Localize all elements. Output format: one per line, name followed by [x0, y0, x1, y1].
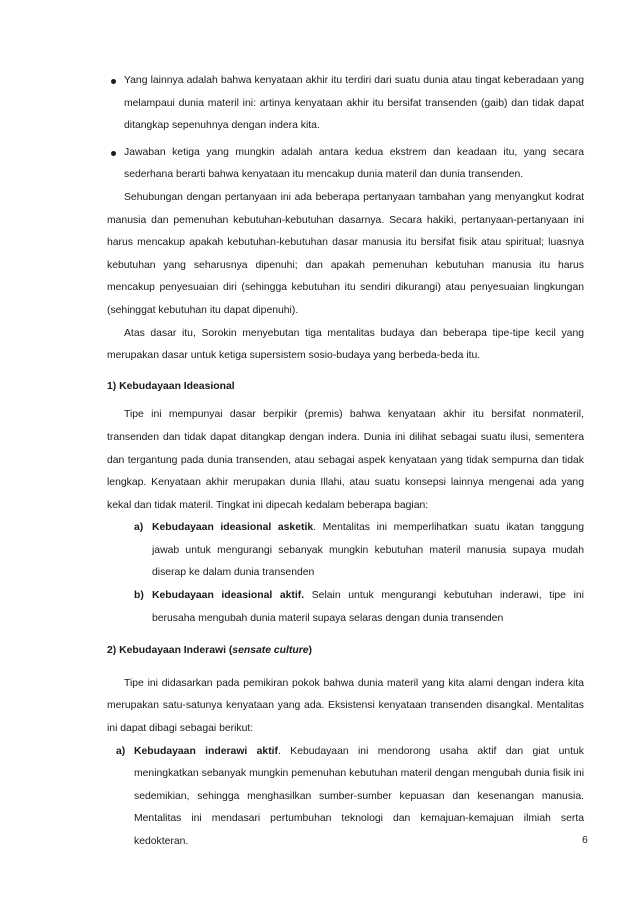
- bullet-item: Yang lainnya adalah bahwa kenyataan akhir itu terdiri dari suatu dunia atau tingat keberadaan yang melampaui dunia materil ini: artinya kenyataan akhir itu bersifat transenden (gaib) dan tidak dapat ditangkap sepenuhnya dengan indera kita.: [107, 70, 584, 138]
- bullet-dot-icon: [111, 79, 116, 84]
- list-item-term: Kebudayaan inderawi aktif: [134, 745, 279, 757]
- list-item-term: Kebudayaan ideasional asketik: [152, 522, 314, 534]
- page-number: 6: [582, 835, 588, 846]
- list-item-label: a): [116, 745, 126, 757]
- paragraph: Atas dasar itu, Sorokin menyebutan tiga mentalitas budaya dan beberapa tipe-tipe kecil yang merupakan dasar untuk ketiga supersistem sosio-budaya yang berbeda-beda itu.: [107, 327, 584, 362]
- list-item: [107, 741, 584, 854]
- paragraph: Tipe ini didasarkan pada pemikiran pokok bahwa dunia materil yang kita alami dengan indera kita merupakan satu-satunya kenyataan yang ada. Eksistensi kenyataan transenden disangkal. Mentalitas ini dapat dibagi sebagai berikut:: [107, 677, 584, 735]
- paragraph: Sehubungan dengan pertanyaan ini ada beberapa pertanyaan tambahan yang menyangkut kodrat manusia dan pemenuhan kebutuhan-kebutuhan dasarnya. Secara hakiki, pertanyaan-pertanyaan ini harus mencakup apakah kebutuhan-kebutuhan dasar manusia itu bersifat fisik atau spiritual; luasnya kebutuhan yang seharusnya dipenuhi; dan apakah pemenuhan kebutuhan manusia itu harus mencakup penyesuaian diri (sehingga kebutuhan itu sendiri dikurangi) atau penyesuaian lingkungan (sehinggat kebutuhan itu dapat dipenuhi).: [107, 191, 584, 316]
- paragraph: Tipe ini mempunyai dasar berpikir (premis) bahwa kenyataan akhir itu bersifat nonmateril, transenden dan tidak dapat ditangkap dengan indera. Dunia ini dilihat sebagai suatu ilusi, sementera dan tergantung pada dunia transenden, atau sebagai aspek kenyataan yang tidak sempurna dan tidak lengkap. Kenyataan akhir merupakan dunia Illahi, atau suatu konsepsi lainnya mengenai ada yang kekal dan tidak materil. Tingkat ini dipecah kedalam beberapa bagian:: [107, 409, 584, 511]
- bullet-item: Jawaban ketiga yang mungkin adalah antara kedua ekstrem dan keadaan itu, yang secara sederhana berarti bahwa kenyataan itu mencakup dunia materil dan dunia transenden.: [107, 142, 584, 187]
- list-item: [107, 585, 584, 630]
- section-heading: 1) Kebudayaan Ideasional: [107, 380, 235, 392]
- list-item-label: a): [134, 522, 144, 534]
- list-item-text: Selain untuk mengurangi kebutuhan inderawi, tipe ini berusaha mengubah dunia materil supaya selaras dengan dunia transenden: [152, 590, 584, 624]
- section-heading: 2) Kebudayaan Inderawi (sensate culture): [107, 645, 312, 657]
- bullet-dot-icon: [111, 151, 116, 156]
- list-item-label: b): [134, 590, 144, 602]
- list-item-text: . Mentalitas ini memperlihatkan suatu ikatan tanggung jawab untuk mengurangi sebanyak mungkin kebutuhan materil manusia supaya mudah diserap ke dalam dunia transenden: [152, 522, 584, 579]
- list-item: [107, 517, 584, 585]
- page-content: [107, 70, 584, 854]
- list-item-text: . Kebudayaan ini mendorong usaha aktif dan giat untuk meningkatkan sebanyak mungkin pemenuhan kebutuhan materil dengan mengubah dunia fisik ini sedemikian, sehingga menghasilkan sumber-sumber kepuasan dan kesenangan manusia. Mentalitas ini mendasari pertumbuhan teknologi dan kemajuan-kemajuan ilmiah serta kedokteran.: [134, 745, 584, 847]
- list-item-term: Kebudayaan ideasional aktif.: [152, 590, 305, 602]
